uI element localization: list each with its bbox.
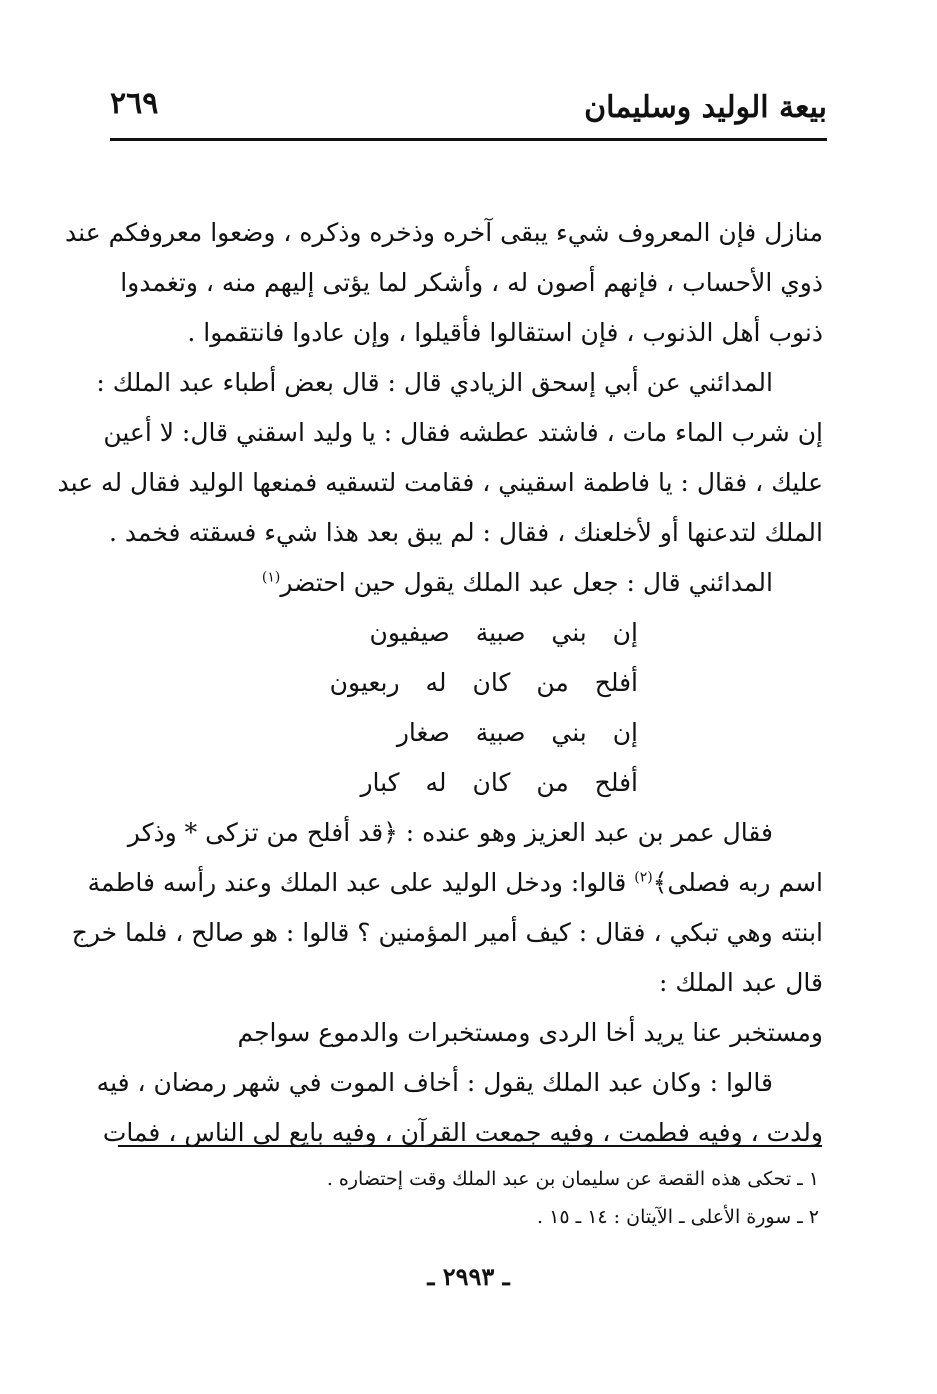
text-line: إن شرب الماء مات ، فاشتد عطشه فقال : يا وليد اسقني قال: لا أعين bbox=[103, 418, 823, 447]
poem-line: إن بني صبية صيفيون bbox=[369, 618, 638, 647]
footnote: ١ ـ تحكى هذه القصة عن سليمان بن عبد الملك وقت إحتضاره . bbox=[326, 1168, 819, 1190]
quran-quote-end: اسم ربه فصلى﴾ bbox=[652, 868, 823, 897]
text-line: فقال عمر بن عبد العزيز وهو عنده : ﴿قد أفلح من تزكى * وذكر bbox=[127, 818, 773, 847]
text-line: قال عبد الملك : bbox=[659, 968, 823, 997]
poem-intro: المدائني قال : جعل عبد الملك يقول حين احتضر bbox=[280, 568, 773, 597]
folio-number: ـ ٢٩٩٣ ـ bbox=[427, 1262, 510, 1291]
text-fragment: قالوا: ودخل الوليد على عبد الملك وعند رأسه فاطمة bbox=[87, 868, 635, 897]
chapter-title: بيعة الوليد وسليمان bbox=[584, 90, 827, 125]
text-line: ولدت ، وفيه فطمت ، وفيه جمعت القرآن ، وفيه بايع لي الناس ، فمات bbox=[102, 1118, 823, 1147]
poem bbox=[112, 608, 823, 808]
text-line: المدائني عن أبي إسحق الزيادي قال : قال بعض أطباء عبد الملك : bbox=[96, 368, 773, 397]
running-header bbox=[110, 78, 827, 141]
text-line bbox=[87, 858, 823, 908]
text-line: عليك ، فقال : يا فاطمة اسقيني ، فقامت لتسقيه فمنعها الوليد فقال له عبد bbox=[57, 468, 823, 497]
text-line bbox=[112, 558, 823, 608]
footnote-mark: (١) bbox=[261, 569, 281, 586]
page-number: ٢٦٩ bbox=[110, 86, 159, 121]
footnote-mark: (٢) bbox=[634, 869, 653, 886]
poem-line: أفلح من كان له ربعيون bbox=[329, 668, 638, 697]
footnote: ٢ ـ سورة الأعلى ـ الآيتان : ١٤ ـ ١٥ . bbox=[537, 1206, 819, 1228]
poem-line: إن بني صبية صغار bbox=[396, 718, 638, 747]
text-line: منازل فإن المعروف شيء يبقى آخره وذخره وذكره ، وضعوا معروفكم عند bbox=[65, 218, 823, 247]
text-line: ابنته وهي تبكي ، فقال : كيف أمير المؤمنين ؟ قالوا : هو صالح ، فلما خرج bbox=[71, 918, 823, 947]
text-line: ذوي الأحساب ، فإنهم أصون له ، وأشكر لما يؤتى إليهم منه ، وتغمدوا bbox=[120, 268, 823, 297]
verse-line: ومستخبر عنا يريد أخا الردى ومستخبرات والدموع سواجم bbox=[237, 1018, 823, 1047]
footnote-divider bbox=[118, 1145, 822, 1147]
body-text bbox=[57, 208, 823, 1158]
footnotes bbox=[118, 1160, 819, 1236]
poem-line: أفلح من كان له كبار bbox=[360, 768, 638, 797]
text-line: قالوا : وكان عبد الملك يقول : أخاف الموت في شهر رمضان ، فيه bbox=[96, 1068, 773, 1097]
text-line: ذنوب أهل الذنوب ، فإن استقالوا فأقيلوا ، وإن عادوا فانتقموا . bbox=[187, 318, 823, 347]
text-line: الملك لتدعنها أو لأخلعنك ، فقال : لم يبق بعد هذا شيء فسقته فخمد . bbox=[108, 518, 823, 547]
